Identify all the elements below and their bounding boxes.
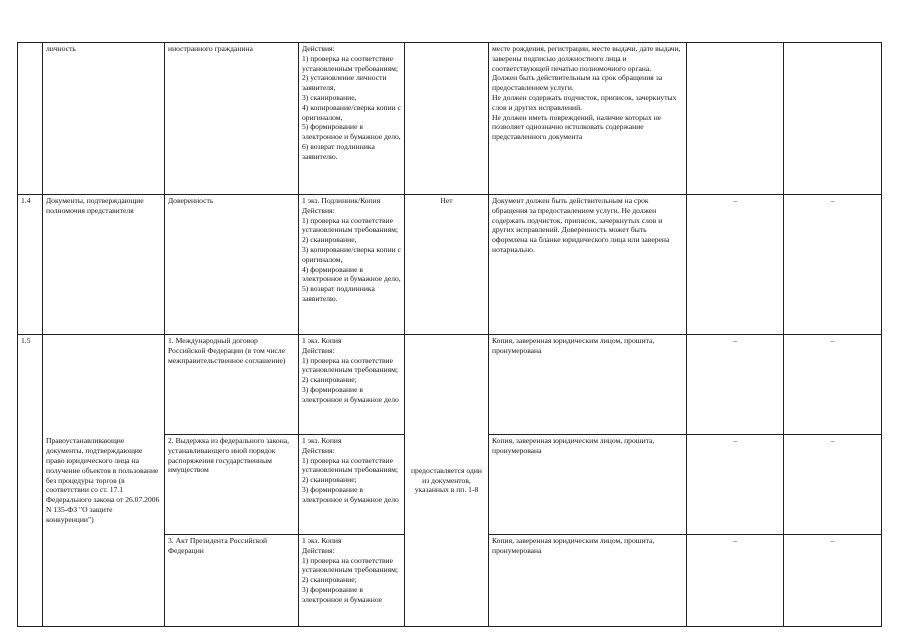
cell-form: – [687,195,784,335]
table-row-1-4 [18,195,882,335]
cell-sample: – [784,335,882,435]
table-row-continued [18,43,882,195]
cell-document-category: личность [43,43,165,195]
cell-document-name: иностранного гражданина [165,43,299,195]
cell-number: 1.4 [18,195,43,335]
cell-form: – [687,535,784,627]
cell-requirements: Документ должен быть действительным на срок обращения за предоставлением услуги. Не должен содержать подчисток, приписок, зачеркнутых слов и других исправлений. Доверенность может быть оформлена на бланке юридического лица или заверена нотариально. [489,195,687,335]
cell-condition: предоставляется один из документов, указанных в пп. 1-8 [405,335,489,627]
cell-number: 1.5 [18,335,43,627]
cell-document-name: Доверенность [165,195,299,335]
cell-document-name: 3. Акт Президента Российской Федерации [165,535,299,627]
cell-document-category: Правоустанавливающие документы, подтверждающие право юридического лица на получение объектов в пользование без процедуры торгов (в соответствии со ст. 17.1 Федерального закона от 26.07.2006 N 135-ФЗ "О защите конкуренции") [43,335,165,627]
cell-condition [405,43,489,195]
cell-sample [784,43,882,195]
cell-actions: 1 экз. Копия Действия: 1) проверка на соответствие установленным требованиям; 2) сканирование; 3) формирование в электронное и бумажное [299,535,405,627]
cell-actions: 1 экз. Подлинник/Копия Действия: 1) проверка на соответствие установленным требованиям; 2) сканирование, 3) копирование/сверка копии с оригиналом, 4) формирование в электронное и бумажное дело, 5) возврат подлинника заявителю. [299,195,405,335]
cell-actions: Действия: 1) проверка на соответствие установленным требованиям; 2) установление личности заявителя, 3) сканирование, 4) копирование/сверка копии с оригиналом, 5) формирование в электронное и бумажное дело, 6) возврат подлинника заявителю. [299,43,405,195]
documents-table [17,42,882,627]
cell-document-category: Документы, подтверждающие полномочия представителя [43,195,165,335]
cell-form [687,43,784,195]
table-row-1-5-sub-1 [18,335,882,435]
cell-requirements: месте рождения, регистрации, месте выдачи, дате выдачи, заверены подписью должностного лица и соответствующей печатью полномочного органа. Должен быть действительным на срок обращения за предоставлением услуги. Не должен содержать подчисток, приписок, зачеркнутых слов и других исправлений. Не должен иметь повреждений, наличие которых не позволяет однозначно истолковать содержание представленного документа [489,43,687,195]
cell-form: – [687,335,784,435]
cell-actions: 1 экз. Копия Действия: 1) проверка на соответствие установленным требованиям; 2) сканирование; 3) формирование в электронное и бумажное дело [299,335,405,435]
cell-requirements: Копия, заверенная юридическим лицом, прошита, пронумерована [489,435,687,535]
cell-number [18,43,43,195]
cell-requirements: Копия, заверенная юридическим лицом, прошита, пронумерована [489,335,687,435]
cell-sample: – [784,435,882,535]
cell-actions: 1 экз. Копия Действия: 1) проверка на соответствие установленным требованиям; 2) сканирование; 3) формирование в электронное и бумажное дело [299,435,405,535]
cell-document-name: 2. Выдержка из федерального закона, устанавливающего иной порядок распоряжения государственным имуществом [165,435,299,535]
cell-requirements: Копия, заверенная юридическим лицом, прошита, пронумерована [489,535,687,627]
cell-condition: Нет [405,195,489,335]
cell-sample: – [784,195,882,335]
cell-document-name: 1. Международный договор Российской Федерации (в том числе межправительственное соглашение) [165,335,299,435]
cell-sample: – [784,535,882,627]
cell-form: – [687,435,784,535]
